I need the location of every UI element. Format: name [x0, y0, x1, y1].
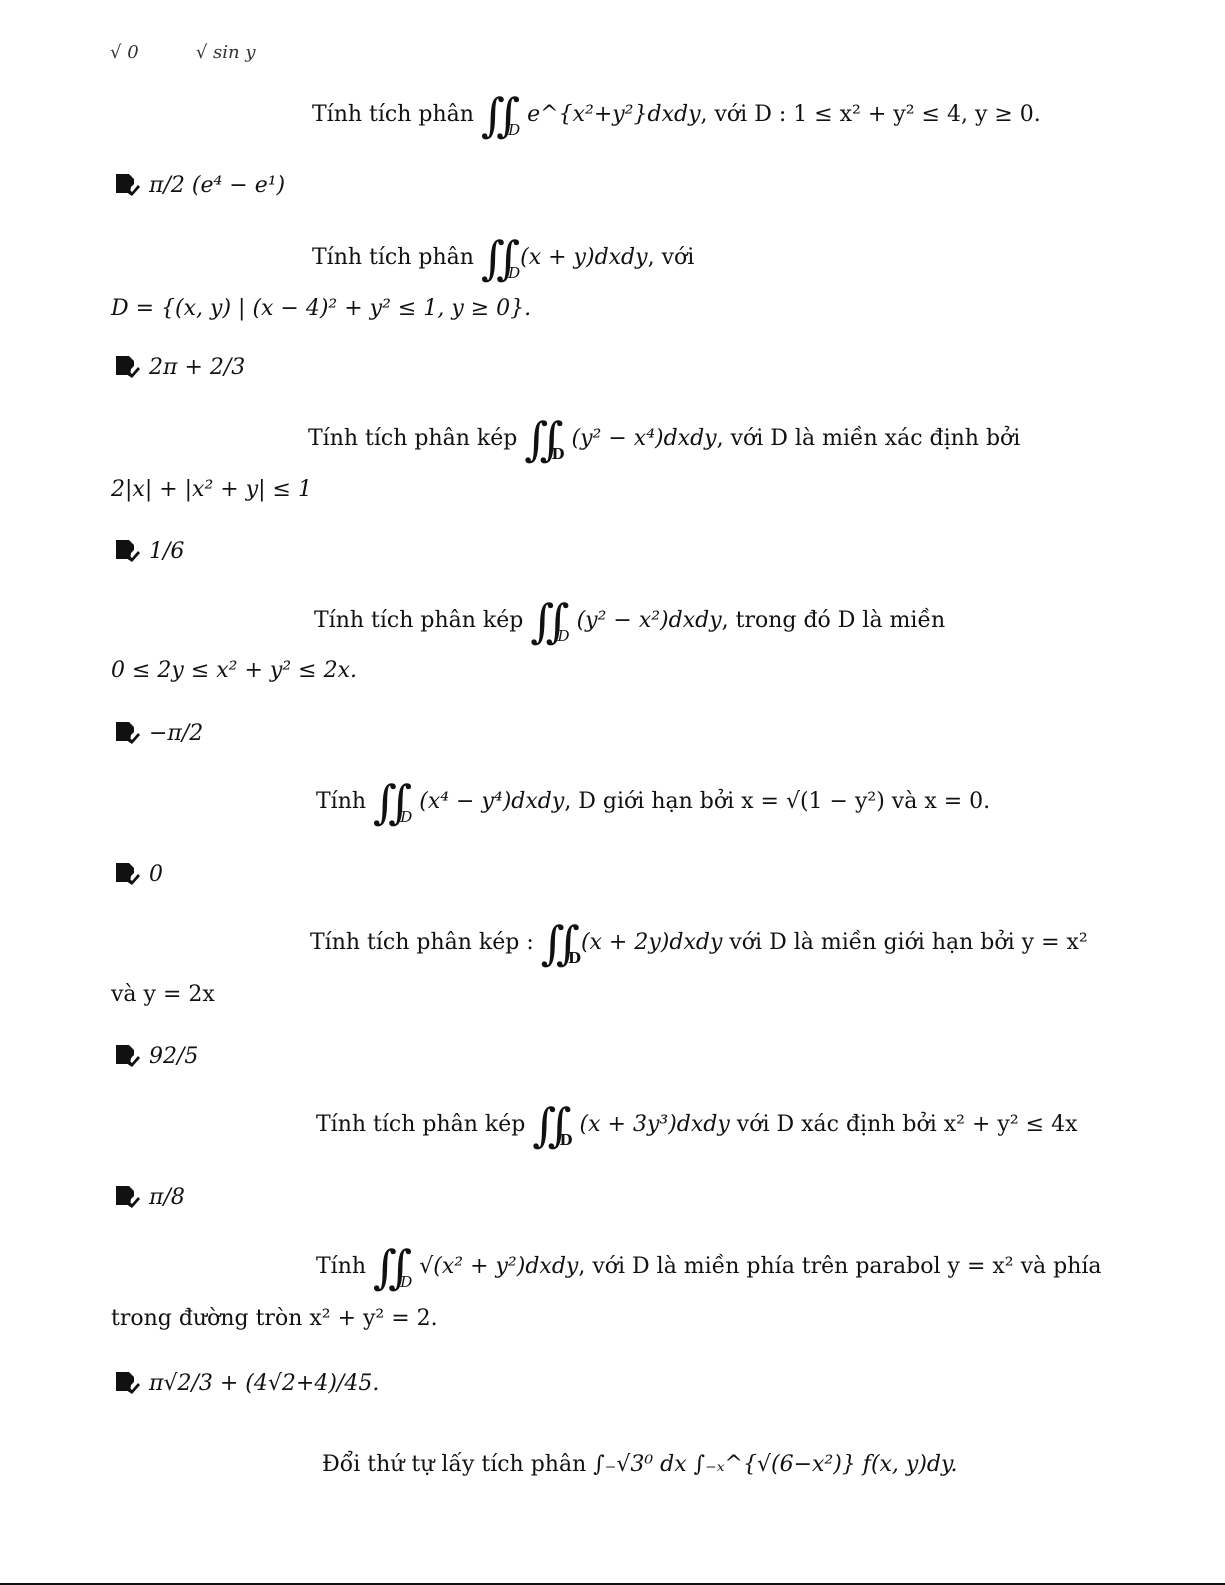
question-7-integrand: (x + 3y³)dxdy [579, 1112, 730, 1137]
answer-edit-icon [113, 720, 141, 746]
question-3-post: , với D là miền xác định bởi [716, 426, 1021, 451]
answer-2 [113, 354, 245, 380]
answer-4 [113, 720, 203, 746]
answer-8-value: π√2/3 + (4√2+4)/45. [149, 1370, 380, 1396]
question-1-pre: Tính tích phân [312, 102, 481, 127]
question-7-pre: Tính tích phân kép [316, 1112, 533, 1137]
question-8-integrand: √(x² + y²)dxdy [419, 1254, 579, 1279]
answer-5-value: 0 [149, 861, 163, 887]
question-8-pre: Tính [316, 1254, 374, 1279]
answer-8 [113, 1370, 379, 1396]
question-7: Tính tích phân kép ∬ $_D$ (x + 3y³)dxdy với D xác định bởi x² + y² ≤ 4x [316, 1098, 1078, 1152]
answer-6-value: 92/5 [149, 1043, 199, 1069]
question-6-integrand: (x + 2y)dxdy [580, 930, 723, 955]
question-5-integrand: (x⁴ − y⁴)dxdy [419, 789, 565, 814]
question-8-continuation: trong đường tròn x² + y² = 2. [111, 1306, 438, 1331]
question-6: Tính tích phân kép : ∬ $_D$(x + 2y)dxdy với D là miền giới hạn bởi y = x² [310, 916, 1088, 970]
question-6-continuation: và y = 2x [111, 982, 215, 1007]
question-3-pre: Tính tích phân kép [308, 426, 525, 451]
question-9-integrand: ∫₋√3⁰ dx ∫₋ₓ^{√(6−x²)} f(x, y)dy. [593, 1452, 958, 1477]
question-2: Tính tích phân ∬ $_D$(x + y)dxdy, với [312, 231, 695, 285]
question-3-integrand: (y² − x⁴)dxdy [571, 426, 717, 451]
answer-5 [113, 861, 163, 887]
question-4-post: , trong đó D là miền [721, 608, 946, 633]
answer-edit-icon [113, 861, 141, 887]
answer-edit-icon [113, 172, 141, 198]
answer-1 [113, 172, 285, 198]
answer-2-value: 2π + 2/3 [149, 354, 246, 380]
answer-7 [113, 1184, 185, 1210]
question-5-post: , D giới hạn bởi x = √(1 − y²) và x = 0. [564, 789, 991, 814]
question-9-pre: Đổi thứ tự lấy tích phân [322, 1452, 594, 1477]
answer-7-value: π/8 [149, 1184, 185, 1210]
question-4-continuation: 0 ≤ 2y ≤ x² + y² ≤ 2x. [111, 658, 357, 683]
question-1: Tính tích phân ∬ $_D$ e^{x²+y²}dxdy, với D : 1 ≤ x² + y² ≤ 4, y ≥ 0. [312, 88, 1041, 142]
question-2-integrand: (x + y)dxdy [520, 245, 648, 270]
question-4: Tính tích phân kép ∬ $_D$ (y² − x²)dxdy, trong đó D là miền [314, 594, 946, 648]
clipped-top-formula: √ 0 √ sin y [110, 42, 256, 63]
question-3: Tính tích phân kép ∬ $_D$ (y² − x⁴)dxdy, với D là miền xác định bởi [308, 412, 1021, 466]
question-2-continuation: D = {(x, y) | (x − 4)² + y² ≤ 1, y ≥ 0}. [111, 296, 532, 321]
question-9 [322, 1450, 958, 1480]
question-4-pre: Tính tích phân kép [314, 608, 531, 633]
question-2-pre: Tính tích phân [312, 245, 481, 270]
answer-1-value: π/2 (e⁴ − e¹) [149, 172, 286, 198]
question-8: Tính ∬ $_D$ √(x² + y²)dxdy, với D là miền phía trên parabol y = x² và phía [316, 1240, 1102, 1294]
question-6-pre: Tính tích phân kép : [310, 930, 541, 955]
question-5-pre: Tính [316, 789, 374, 814]
question-6-post: với D là miền giới hạn bởi y = x² [722, 930, 1088, 955]
question-8-post: , với D là miền phía trên parabol y = x² và phía [578, 1254, 1102, 1279]
answer-6 [113, 1043, 198, 1069]
question-5: Tính ∬ $_D$ (x⁴ − y⁴)dxdy, D giới hạn bởi x = √(1 − y²) và x = 0. [316, 775, 991, 829]
question-1-integrand: e^{x²+y²}dxdy [527, 102, 701, 127]
question-4-integrand: (y² − x²)dxdy [576, 608, 722, 633]
answer-3 [113, 538, 184, 564]
answer-edit-icon [113, 538, 141, 564]
answer-3-value: 1/6 [149, 538, 185, 564]
question-1-post: , với D : 1 ≤ x² + y² ≤ 4, y ≥ 0. [700, 102, 1041, 127]
question-7-post: với D xác định bởi x² + y² ≤ 4x [729, 1112, 1078, 1137]
answer-edit-icon [113, 354, 141, 380]
answer-edit-icon [113, 1370, 141, 1396]
question-2-post: , với [647, 245, 695, 270]
question-3-continuation: 2|x| + |x² + y| ≤ 1 [111, 477, 312, 502]
answer-edit-icon [113, 1043, 141, 1069]
answer-edit-icon [113, 1184, 141, 1210]
answer-4-value: −π/2 [149, 720, 204, 746]
